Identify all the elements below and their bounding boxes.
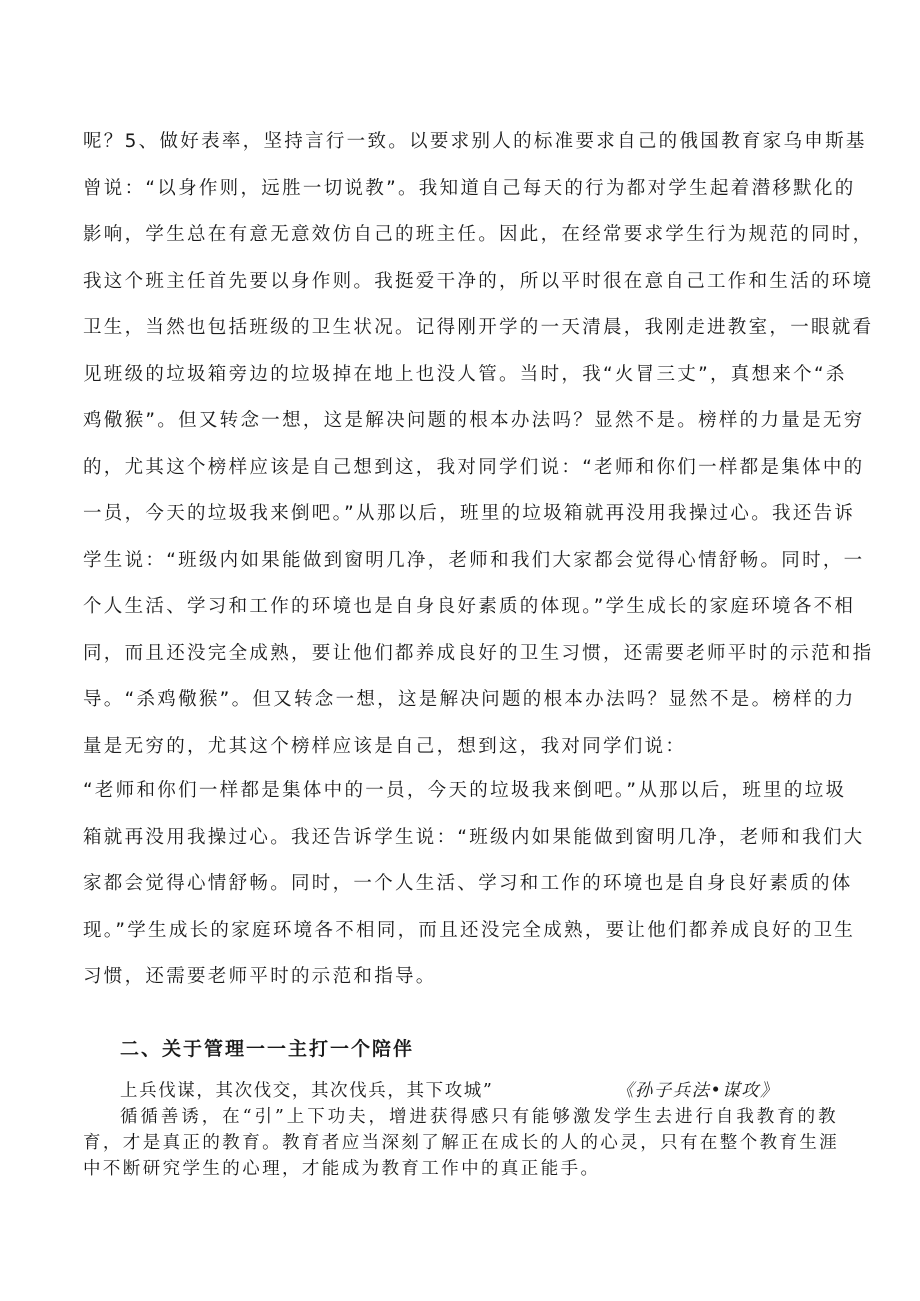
text-line: 学生说：“班级内如果能做到窗明几净，老师和我们大家都会觉得心情舒畅。同时，一 bbox=[83, 549, 865, 571]
text-line: 卫生，当然也包括班级的卫生状况。记得刚开学的一天清晨，我刚走进教室，一眼就看 bbox=[83, 317, 874, 338]
body-paragraph-1 bbox=[83, 119, 874, 770]
body-paragraph-2 bbox=[83, 768, 865, 1001]
text-line: “老师和你们一样都是集体中的一员，今天的垃圾我来倒吧。”从那以后，班里的垃圾 bbox=[83, 780, 847, 801]
text-line: 的，尤其这个榜样应该是自己想到这，我对同学们说：“老师和你们一样都是集体中的 bbox=[83, 456, 865, 478]
text-line: 我这个班主任首先要以身作则。我挺爱干净的，所以平时很在意自己工作和生活的环境 bbox=[83, 270, 874, 292]
text-line: 箱就再没用我操过心。我还告诉学生说：“班级内如果能做到窗明几净，老师和我们大 bbox=[83, 826, 865, 848]
text-line: 呢？5、做好表率，坚持言行一致。以要求别人的标准要求自己的俄国教育家乌申斯基 bbox=[83, 131, 867, 152]
quote-text: 上兵伐谋，其次伐交，其次伐兵，其下攻城” bbox=[120, 1081, 494, 1101]
text-line: 量是无穷的，尤其这个榜样应该是自己，想到这，我对同学们说： bbox=[83, 735, 687, 757]
text-line: 循循善诱，在“引”上下功夫，增进获得感只有能够激发学生去进行自我教育的教 bbox=[120, 1107, 838, 1127]
text-line: 导。“杀鸡儆猴”。但又转念一想，这是解决问题的根本办法吗？显然不是。榜样的力 bbox=[83, 689, 856, 710]
text-line: 现。”学生成长的家庭环境各不相同，而且还没完全成熟，要让他们都养成良好的卫生 bbox=[83, 919, 856, 941]
text-line: 家都会觉得心情舒畅。同时，一个人生活、学习和工作的环境也是自身良好素质的体 bbox=[83, 873, 853, 894]
text-line: 影响，学生总在有意无意效仿自己的班主任。因此，在经常要求学生行为规范的同时， bbox=[83, 224, 874, 245]
text-line: 见班级的垃圾箱旁边的垃圾掉在地上也没人管。当时，我“火冒三丈”，真想来个“杀 bbox=[83, 363, 847, 385]
text-line: 一员，今天的垃圾我来倒吧。”从那以后，班里的垃圾箱就再没用我操过心。我还告诉 bbox=[83, 503, 856, 524]
text-line: 鸡儆猴”。但又转念一想，这是解决问题的根本办法吗？显然不是。榜样的力量是无穷 bbox=[83, 410, 865, 431]
text-line: 育，才是真正的教育。教育者应当深刻了解正在成长的人的心灵，只有在整个教育生涯 bbox=[83, 1133, 840, 1153]
text-line: 中不断研究学生的心理，才能成为教育工作中的真正能手。 bbox=[83, 1159, 601, 1179]
text-line: 曾说：“以身作则，远胜一切说教”。我知道自己每天的行为都对学生起着潜移默化的 bbox=[83, 177, 856, 199]
text-line: 个人生活、学习和工作的环境也是自身良好素质的体现。”学生成长的家庭环境各不相 bbox=[83, 596, 856, 617]
body-paragraph-3 bbox=[83, 1104, 838, 1182]
text-line: 习惯，还需要老师平时的示范和指导。 bbox=[83, 966, 437, 987]
section-heading: 二、关于管理一一主打一个陪伴 bbox=[120, 1038, 415, 1060]
text-line: 同，而且还没完全成熟，要让他们都养成良好的卫生习惯，还需要老师平时的示范和指 bbox=[83, 642, 874, 664]
quote-source: 《孙子兵法•谋攻》 bbox=[616, 1081, 779, 1101]
